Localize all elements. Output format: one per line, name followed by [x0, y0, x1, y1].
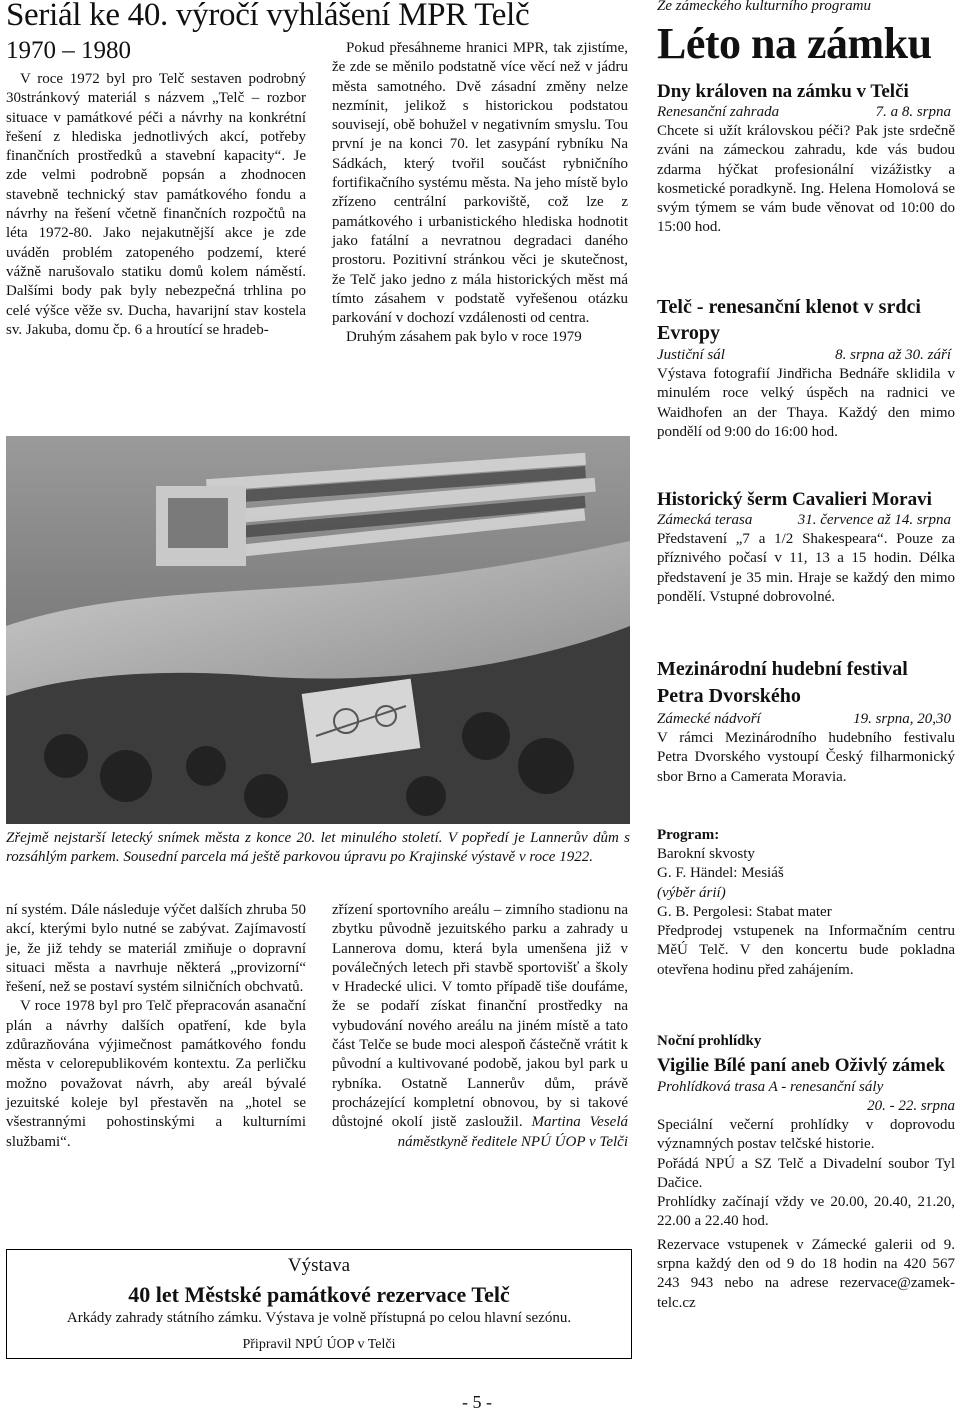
- article-title: Seriál ke 40. výročí vyhlášení MPR Telč: [6, 0, 530, 33]
- night-title: Vigilie Bílé paní aneb Oživlý zámek: [657, 1055, 945, 1076]
- event-desc: V rámci Mezinárodního hudebního festivalu Petra Dvorského vystoupí Český filharmonický sbor Brno a Camerata Moravia.: [657, 730, 955, 785]
- event-title: Historický šerm Cavalieri Moravi: [657, 489, 932, 510]
- page-number: - 5 -: [462, 1392, 492, 1412]
- program: [657, 826, 955, 980]
- article-col2-text2: Druhým zásahem pak bylo v roce 1979: [346, 329, 582, 346]
- exhibition-kicker: Výstava: [287, 1255, 351, 1276]
- sidebar-title: Léto na zámku: [657, 19, 932, 68]
- event-2: [657, 294, 955, 442]
- article-col2b-body: zřízení sportovního areálu – zimního stadionu na zbytku původně jezuitského parku a zahrady u Lannerova domu, která byla umenšena již v poválečných letech při stavbě sportovišť a školy v Hradecké ulici. V tomto případě tiše doufáme, že se podaří získat finanční prostředky na vybudování nového areálu na jiném místě a tato část Telče se bude moci alespoň částečně vrátit k původní a kultivované podobě, jakou byl park u rybníka. Ostatně Lannerův dům, právě procházející kompletní obnovou, by si takové důstojné okolí jistě zasloužil.: [332, 902, 628, 1131]
- exhibition-desc: Arkády zahrady státního zámku. Výstava je volně přístupná po celou hlavní sezónu.: [66, 1310, 572, 1326]
- signature-name: Martina Veselá: [531, 1114, 628, 1131]
- program-line: (výběr árií): [657, 884, 726, 901]
- night-desc: Speciální večerní prohlídky v doprovodu významných postav telčské historie.: [657, 1117, 955, 1153]
- event-4: [657, 656, 955, 787]
- event-meta: [657, 710, 955, 729]
- article-col1b-p2: V roce 1978 byl pro Telč přepracován asanační plán a návrhy dalších opatření, kde byla zdůrazňována výjimečnost památkového fondu města v celorepublikovém kontextu. Za perličku možno považovat návrh, aby areál bývalé jezuitské koleje byl přestavěn na „hotel se všestrannými pohostinskými a kulturními službami“.: [6, 998, 306, 1150]
- program-line: Barokní skvosty: [657, 846, 755, 862]
- event-place: Zámecké nádvoří: [657, 711, 761, 727]
- program-line: G. F. Händel: Mesiáš: [657, 865, 784, 882]
- program-line: G. B. Pergolesi: Stabat mater: [657, 903, 832, 920]
- program-presale: Předprodej vstupenek na Informačním centru MěÚ Telč. V den koncertu bude pokladna otevřena hodinu před zahájením.: [657, 923, 955, 978]
- event-meta: [657, 346, 955, 365]
- program-heading: Program:: [657, 827, 720, 843]
- event-title: Mezinárodní hudební festival Petra Dvorského: [657, 658, 908, 707]
- article-col1-text: V roce 1972 byl pro Telč sestaven podrobný 30stránkový materiál s názvem „Telč – rozbor situace v památkové péči a návrhy na konkrétní řešení z hlediska jednotlivých akcí, potřeby finančních prostředků a stavební kapacity“. Je zde velmi podrobně popsán a zhodnocen stavebně technický stav památkového fondu a návrhy na řešení včetně finančních rozpočtů na léta 1972-80. Jako nejakutnější akce je zde uváděn problém zatopeného podzemí, které vážně narušovalo statiku domů kolem náměstí. Dalšími body pak byly nebezpečná trhlina po celé výšce věže sv. Ducha, havarijní stav kostela sv. Jakuba, domu čp. 6 a hroutící se hradeb-: [6, 71, 306, 338]
- article-col2b-text: [332, 901, 628, 1133]
- event-date: 19. srpna, 20,30: [853, 711, 951, 727]
- event-meta: [657, 103, 955, 122]
- article-col2-text: Pokud přesáhneme hranici MPR, tak zjistíme, že zde se měnilo podstatně více věcí než v jádru města samotného. Dvě zásadní změny nelze nezmínit, jelikož s historickou podstatou souvisejí, obě bohužel v negativním smyslu. Tou první je na konci 70. let zasypání rybníku Na Sádkách, který tvořil součást rybničního fortifikačního systému města. Na jeho místě bylo zřízeno centrální parkoviště, což lze z památkového i urbanistického hlediska hodnotit jako fatální a nevratnou degradaci daného prostoru. Pozitivní stránkou věci je skutečnost, že Telč jako jedno z mála historických měst má tímto zásahem v podstatě vyřešenou otázku parkování v dochozí vzdálenosti od centra.: [332, 40, 628, 327]
- event-1: [657, 80, 955, 238]
- event-date: 31. července až 14. srpna: [797, 512, 951, 528]
- article-col2b: [332, 901, 628, 1152]
- night-route: Prohlídková trasa A - renesanční sály: [657, 1079, 884, 1095]
- sidebar-kicker: Ze zámeckého kulturního programu: [657, 0, 871, 14]
- event-title: Telč - renesanční klenot v srdci Evropy: [657, 296, 921, 344]
- event-place: Justiční sál: [657, 347, 725, 363]
- event-title: Dny královen na zámku v Telči: [657, 81, 909, 102]
- article-col1b: [6, 901, 306, 1152]
- night-tours: [657, 1032, 955, 1313]
- event-date: 8. srpna až 30. září: [835, 347, 951, 363]
- night-date: 20. - 22. srpna: [867, 1098, 955, 1114]
- night-kicker: Noční prohlídky: [657, 1033, 762, 1049]
- night-desc: Prohlídky začínají vždy ve 20.00, 20.40, 21.20, 22.00 a 22.40 hod.: [657, 1194, 955, 1230]
- exhibition-title: 40 let Městské památkové rezervace Telč: [128, 1282, 510, 1307]
- event-place: Zámecká terasa: [657, 512, 753, 528]
- exhibition-credit: Připravil NPÚ ÚOP v Telči: [242, 1337, 396, 1352]
- event-3: [657, 488, 955, 607]
- signature-role: náměstkyně ředitele NPÚ ÚOP v Telči: [397, 1133, 628, 1150]
- aerial-photo: [6, 436, 630, 824]
- exhibition-box: [6, 1249, 632, 1359]
- event-meta: [657, 511, 955, 530]
- night-desc: Pořádá NPÚ a SZ Telč a Divadelní soubor Tyl Dačice.: [657, 1155, 955, 1191]
- night-desc: Rezervace vstupenek v Zámecké galerii od 9. srpna každý den od 9 do 18 hodin na 420 567 243 943 nebo na adrese rezervace@zamek-telc.cz: [657, 1236, 955, 1311]
- article-subtitle: 1970 – 1980: [6, 37, 131, 64]
- article-col2: [332, 39, 628, 348]
- event-place: Renesanční zahrada: [657, 104, 780, 120]
- event-desc: Chcete si užít královskou péči? Pak jste srdečně zváni na zámeckou zahradu, kde vás budou zdarma hýčkat profesionální vizážistky a kosmetické poradkyně. Ing. Helena Homolová se svým týmem se vám bude věnovat od 10:00 do 15:00 hod.: [657, 123, 955, 236]
- event-desc: Představení „7 a 1/2 Shakespeara“. Pouze za příznivého počasí v 11, 13 a 15 hodin. Délka představení je 35 min. Hraje se každý den mimo pondělí. Vstupné dobrovolné.: [657, 531, 955, 605]
- event-date: 7. a 8. srpna: [875, 104, 951, 120]
- article-col1b-p1: ní systém. Dále následuje výčet dalších zhruba 50 akcí, kterými bylo nutné se zabývat. Zajímavostí je, že již tehdy se materiál zmiňuje o dopravní situaci města a navrhuje některá „provizorní“ řešení, než se postaví systém silničních obchvatů.: [6, 902, 306, 996]
- photo-caption: Zřejmě nejstarší letecký snímek města z konce 20. let minulého století. V popředí je Lannerův dům s rozsáhlým parkem. Sousední parcela má ještě parkovou úpravu po Krajinské výstavě v roce 1922.: [6, 830, 630, 866]
- event-desc: Výstava fotografií Jindřicha Bednáře sklidila v minulém roce velký úspěch na radnici ve Waidhofen an der Thaya. Každý den mimo pondělí od 9:00 do 16:00 hod.: [657, 366, 955, 440]
